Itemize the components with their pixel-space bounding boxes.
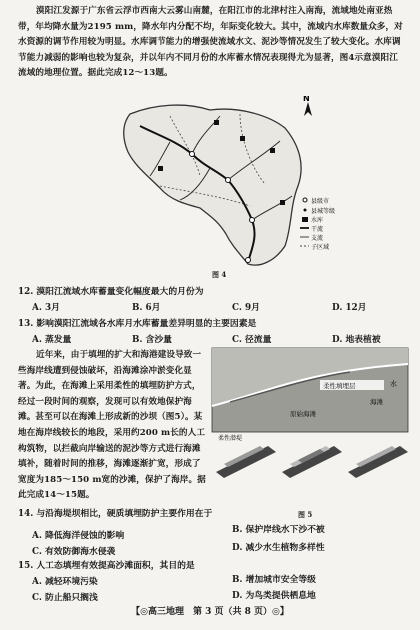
intro-paragraph: 漠阳江发源于广东省云浮市西南大云雾山南麓，在阳江市的北津村注入南海，流域地处南亚热带，年均降水量为2195 mm，降水年内分配不均，年际变化较大。其中，流域内水库数量众多，对水资源的调节作用较为明显。水库调节能力的增强使流域水文、泥沙等情况发生了较大变化。水库调节能力减弱的影响也较为复杂，并以年内不同月份的水库蓄水情况表现得尤为显著，图4示意漠阳江流域的地理位置。据此完成12～13题。	[18, 6, 403, 79]
q15-option-b[interactable]: B. 增加城市安全等级	[232, 575, 316, 585]
q15-option-a[interactable]: A. 减轻环境污染	[32, 577, 98, 587]
q12-option-d[interactable]: D. 12月	[332, 303, 367, 313]
question-15-stem: 15. 人工态填埋有效提高沙滩面积，其目的是	[18, 561, 195, 571]
reservoir-4	[240, 136, 245, 141]
q14-option-c[interactable]: C. 有效防御海水侵袭	[32, 547, 116, 557]
slab-1	[216, 446, 276, 478]
figure4-map	[100, 96, 350, 276]
q13-option-c[interactable]: C. 径流量	[232, 335, 272, 345]
town-2	[226, 178, 231, 183]
q15-option-d[interactable]: D. 为鸟类提供栖息地	[232, 591, 316, 601]
legend-item-3: 干流	[311, 226, 324, 233]
fig5-label-2: 水	[390, 380, 397, 388]
q12-option-a[interactable]: A. 3月	[32, 303, 60, 313]
legend-item-4: 支流	[311, 235, 324, 242]
watershed-map-svg	[100, 96, 350, 276]
q14-option-d[interactable]: D. 减少水生植物多样性	[232, 543, 325, 553]
question-12-stem: 12. 漠阳江流域水库蓄量变化幅度最大的月份为	[18, 287, 204, 297]
coast-figure-svg	[210, 346, 410, 506]
slab-2	[282, 446, 342, 478]
cross-section-3	[348, 446, 408, 478]
legend-item-5: 子区域	[311, 244, 330, 251]
legend-item-0: 县级市	[311, 198, 330, 205]
q12-option-c[interactable]: C. 9月	[232, 303, 260, 313]
reservoir-2	[270, 148, 275, 153]
legend-item-2: 水库	[311, 217, 324, 224]
question-14-stem: 14. 与沿海堤坝相比，硬质填埋防护主要作用在于	[18, 509, 213, 519]
fig5-label-1: 海滩	[370, 398, 383, 406]
q12-option-b[interactable]: B. 6月	[132, 303, 161, 313]
fig5-label-0: 柔性填埋层	[323, 382, 356, 390]
page-footer: 【◎高三地理 第 3 页（共 8 页）◎】	[131, 607, 289, 617]
q13-option-b[interactable]: B. 含沙量	[132, 335, 172, 345]
figure5-illustration	[210, 346, 410, 506]
north-label: N	[303, 96, 310, 103]
town-4	[246, 258, 251, 263]
town-1	[190, 152, 195, 157]
q13-option-a[interactable]: A. 蒸发量	[32, 335, 72, 345]
reservoir-3	[158, 166, 163, 171]
question-13-stem: 13. 影响漠阳江流域各水库月水库蓄量差异明显的主要因素是	[18, 319, 257, 329]
q14-option-b[interactable]: B. 保护岸线水下沙不被	[232, 525, 325, 535]
legend-town-icon	[303, 198, 307, 202]
town-3	[250, 218, 255, 223]
fig5-label-4: 柔性潜堤	[218, 435, 243, 442]
legend-county-icon	[304, 209, 307, 212]
watershed-boundary	[124, 105, 301, 265]
reservoir-1	[214, 120, 219, 125]
fig5-label-3: 原始海滩	[290, 410, 316, 418]
north-arrow-icon	[304, 102, 312, 116]
q15-option-c[interactable]: C. 防止船只搁浅	[32, 593, 98, 603]
q13-option-d[interactable]: D. 地表植被	[332, 335, 381, 345]
reservoir-5	[280, 200, 285, 205]
q14-option-a[interactable]: A. 降低海洋侵蚀的影响	[32, 531, 125, 541]
figure5-caption: 图 5	[298, 510, 313, 519]
slab-3	[348, 446, 408, 478]
legend-item-1: 县城等级	[311, 208, 336, 215]
figure4-caption: 图 4	[212, 270, 227, 279]
second-paragraph: 近年来，由于填埋的扩大和海港建设导致一些海岸线遭到侵蚀破坏，沿海滩涂冲淤变化显著。为此，在海滩上采用柔性的填埋防护方式，经过一段时间的观察，发现可以有效地保护海滩。甚至可以在海滩上形成新的沙坝（图5）。某地在海岸线较长的地段，采用约200 m长的人工构筑物，以拦截向岸输送的泥沙等方式进行海滩填补，随着时间的推移，海滩逐渐扩宽，形成了宽度为185～150 m宽的沙滩，保护了海岸。据此完成14～15题。	[18, 350, 206, 501]
cross-section-2	[282, 446, 342, 478]
map-legend	[300, 197, 335, 251]
cross-section-1	[216, 446, 276, 478]
legend-reservoir-icon	[302, 217, 308, 222]
